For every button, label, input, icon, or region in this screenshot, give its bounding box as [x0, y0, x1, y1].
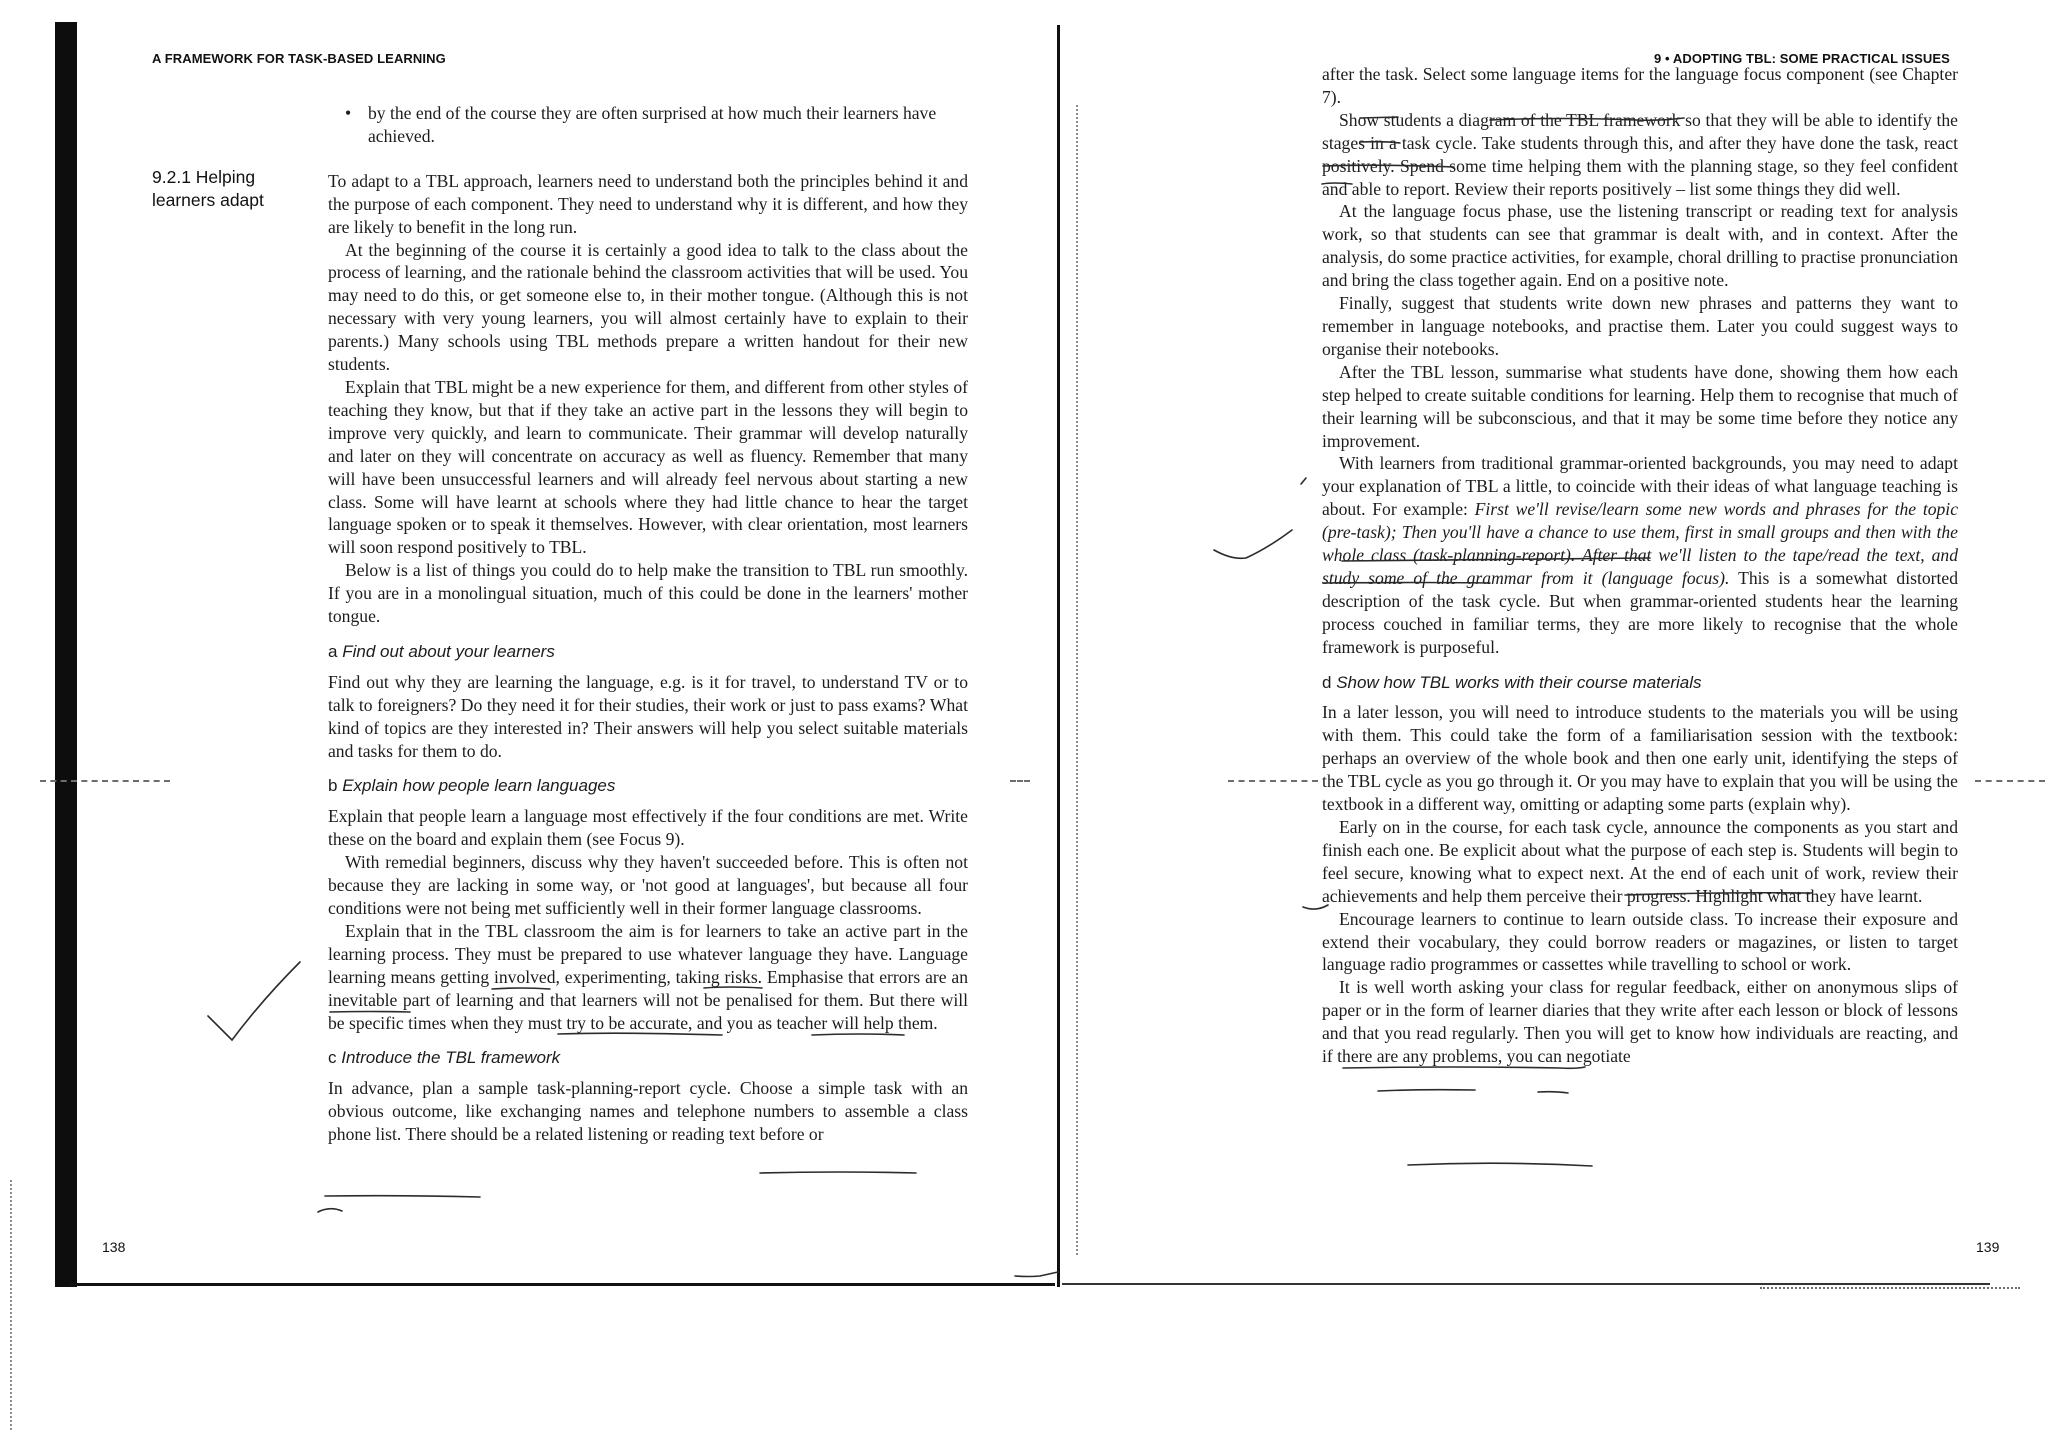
- underline: [1408, 1163, 1592, 1166]
- page-number-right: 139: [1976, 1239, 2000, 1255]
- left-page-bottom-edge: [70, 1283, 1055, 1286]
- paragraph: After the TBL lesson, summarise what students have done, showing them how each step helped to create suitable conditions for learning. Help them to recognise that much of their learning will be subconscious, and that it may be some time before they notice any improvement.: [1322, 361, 1958, 451]
- checkmark-icon: [1214, 530, 1292, 558]
- paragraph: Explain that TBL might be a new experience for them, and different from other styles of teaching they know, but that if they take an active part in the lessons they will begin to improve very quickly, and learn to communicate. Their grammar will develop naturally and later on they will concentrate on accuracy as well as fluency. Remember that many will have been unsuccessful learners and will already feel nervous about starting a new class. Some will have learnt at schools where they had little chance to hear the target language spoken or to speak it themselves. However, with clear orientation, most learners will soon respond positively to TBL.: [328, 376, 968, 558]
- spacer: [1322, 659, 1958, 672]
- paragraph: In a later lesson, you will need to introduce students to the materials you will be using with them. This could take the form of a familiarisation session with the textbook: perhaps an overview of the whole book and then one early unit, identifying the steps of the TBL cycle as you go through it. Or you may have to explain that you will be using the textbook in a different way, omitting or adapting some parts (explain why).: [1322, 702, 1958, 815]
- spacer: [328, 762, 968, 775]
- fold-mark-right: [1975, 780, 2045, 782]
- running-head-right: 9 • ADOPTING TBL: SOME PRACTICAL ISSUES: [1654, 51, 1950, 66]
- checkmark-icon: [208, 962, 300, 1040]
- paragraph: In advance, plan a sample task-planning-report cycle. Choose a simple task with an obvious outcome, like exchanging names and telephone numbers to assemble a class phone list. There should be a related listening or reading text before or: [328, 1078, 968, 1145]
- underline: [760, 1172, 916, 1173]
- edge-dotted-trace: [10, 1180, 12, 1430]
- left-page-text: [328, 102, 968, 1146]
- fold-mark-center-left: [1010, 780, 1030, 782]
- underline: [1378, 1090, 1475, 1091]
- bullet-list: [343, 102, 968, 148]
- footer-dash-right: [1760, 1287, 2020, 1289]
- spacer: [328, 628, 968, 641]
- underline: [1538, 1092, 1568, 1093]
- paragraph: Below is a list of things you could do to help make the transition to TBL run smoothly. If you are in a monolingual situation, much of this could be done in the learners' mother tongue.: [328, 560, 968, 627]
- paragraph: It is well worth asking your class for regular feedback, either on anonymous slips of paper or in the form of learner diaries that they write after each lesson or block of lessons and that you read regularly. Then you will get to know how individuals are reacting, and if there are any problems, you can negotiate: [1322, 977, 1958, 1067]
- paragraph: Explain that in the TBL classroom the aim is for learners to take an active part in the learning process. They must be prepared to use whatever language they have. Language learning means getting involved, experimenting, taking risks. Emphasise that errors are an inevitable part of learning and that learners will not be penalised for them. But there will be specific times when they must try to be accurate, and you as teacher will help them.: [328, 920, 968, 1033]
- right-page-text: [1322, 63, 1958, 1068]
- paragraph: To adapt to a TBL approach, learners need to understand both the principles behind it and the purpose of each component. They need to understand why it is different, and how they are likely to benefit in the long run.: [328, 170, 968, 237]
- gutter-dotted-trace: [1076, 105, 1078, 1255]
- paragraph-adapt: With learners from traditional grammar-oriented backgrounds, you may need to adapt your explanation of TBL a little, to coincide with their ideas of what language teaching is about. For example: First we'll revise/learn some new words and phrases for the topic (pre-task); Then you'll have a chance to use them, first in small groups and then with the whole class (task-planning-report). After that we'll listen to the tape/read the text, and study some of the grammar from it (language focus). This is a somewhat distorted description of the task cycle. But when grammar-oriented students hear the learning process couched in familiar terms, they are more likely to recognise that the whole framework is purposeful.: [1322, 453, 1958, 657]
- paragraph: Show students a diagram of the TBL framework so that they will be able to identify the stages in a task cycle. Take students through this, and after they have done the task, react positively. Spend some time helping them with the planning stage, so they feel confident and able to report. Review their reports positively – list some things they did well.: [1322, 109, 1958, 199]
- spacer: [328, 148, 968, 170]
- fold-mark-left: [40, 780, 170, 782]
- scan-binding-shadow: [55, 22, 77, 1287]
- paragraph: With remedial beginners, discuss why they haven't succeeded before. This is often not because they are lacking in some way, or 'not good at languages', but because all four conditions were not being met sufficiently well in their former language classrooms.: [328, 852, 968, 918]
- page-number-left: 138: [102, 1239, 126, 1255]
- fold-mark-center-right: [1228, 780, 1318, 782]
- list-item: [343, 102, 968, 148]
- subheading-d: d Show how TBL works with their course materials: [1322, 672, 1702, 692]
- paragraph: At the language focus phase, use the listening transcript or reading text for analysis work, so that students can see that grammar is dealt with, and in context. After the analysis, do some practice activities, for example, choral drilling to practise pronunciation and bring the class together again. End on a positive note.: [1322, 201, 1958, 291]
- subheading-b: b Explain how people learn languages: [328, 776, 616, 796]
- tick-mark-icon: [1301, 478, 1306, 484]
- spacer: [328, 1034, 968, 1047]
- running-head-left: A FRAMEWORK FOR TASK-BASED LEARNING: [152, 51, 446, 66]
- underline: [318, 1209, 342, 1212]
- paragraph: after the task. Select some language items for the language focus component (see Chapter 7).: [1322, 64, 1958, 107]
- paragraph: Encourage learners to continue to learn outside class. To increase their exposure and extend their vocabulary, they could borrow readers or magazines, or listen to target language radio programmes or cassettes while travelling to school or work.: [1322, 908, 1958, 975]
- margin-heading: 9.2.1 Helping learners adapt: [152, 167, 264, 210]
- paragraph: Find out why they are learning the language, e.g. is it for travel, to understand TV or to talk to foreigners? Do they need it for their studies, their work or just to pass exams? What kind of topics are they interested in? Their answers will help you select suitable materials and tasks for them to do.: [328, 671, 968, 761]
- book-gutter-line: [1057, 25, 1060, 1287]
- paragraph: Early on in the course, for each task cycle, announce the components as you start and finish each one. Be explicit about what the purpose of each step is. Students will begin to feel secure, knowing what to expect next. At the end of each unit of work, review their achievements and help them perceive their progress. Highlight what they have learnt.: [1322, 817, 1958, 906]
- paragraph: Explain that people learn a language most effectively if the four conditions are met. Write these on the board and explain them (see Focus 9).: [328, 806, 968, 850]
- bullet-icon: •: [345, 103, 352, 123]
- subheading-c: c Introduce the TBL framework: [328, 1048, 561, 1068]
- paragraph: Finally, suggest that students write down new phrases and patterns they want to remember in language notebooks, and practise them. Later you could suggest ways to organise their notebooks.: [1322, 293, 1958, 359]
- paragraph: At the beginning of the course it is certainly a good idea to talk to the class about the process of learning, and the rationale behind the classroom activities that will be used. You may need to do this, or get someone else to, in their mother tongue. (Although this is not necessary with very young learners, you will almost certainly have to explain to their parents.) Many schools using TBL methods prepare a written handout for their new students.: [328, 239, 968, 375]
- bullet-text: by the end of the course they are often surprised at how much their learners have achieved.: [368, 103, 937, 146]
- underline: [325, 1196, 480, 1197]
- corner-mark: [1015, 1272, 1058, 1277]
- right-page-bottom-edge: [1062, 1283, 1990, 1285]
- subheading-a: a Find out about your learners: [328, 641, 555, 661]
